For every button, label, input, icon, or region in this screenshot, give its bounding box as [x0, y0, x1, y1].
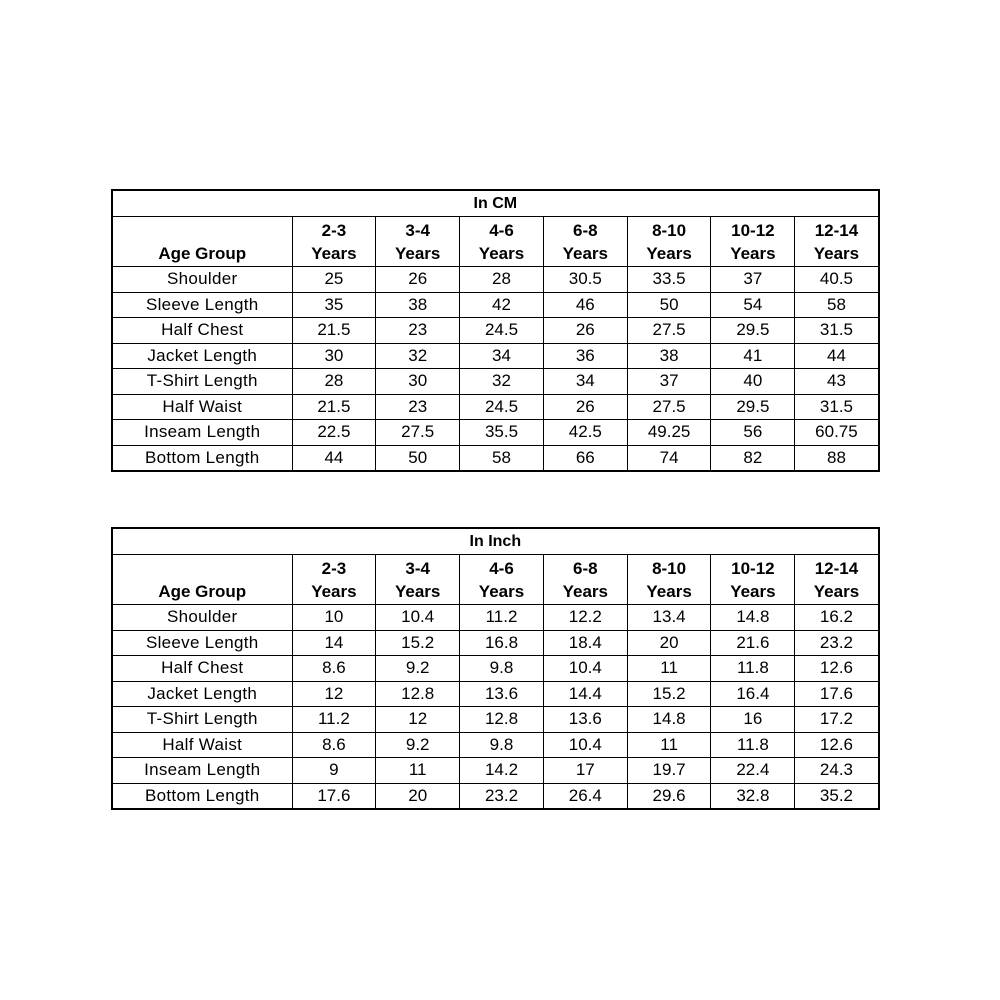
measurement-value: 23.2	[795, 630, 879, 656]
table-row	[112, 630, 879, 656]
measurement-value: 26	[543, 394, 627, 420]
age-unit: Years	[311, 243, 357, 263]
measurement-value: 8.6	[292, 732, 376, 758]
table-row	[112, 707, 879, 733]
age-column-header	[627, 217, 711, 267]
measurement-value: 58	[795, 292, 879, 318]
measurement-value: 12.2	[543, 605, 627, 631]
measurement-value: 30	[292, 343, 376, 369]
measurement-label: Shoulder	[112, 267, 292, 293]
measurement-label: Bottom Length	[112, 783, 292, 809]
measurement-label: Jacket Length	[112, 343, 292, 369]
measurement-value: 29.5	[711, 394, 795, 420]
measurement-value: 88	[795, 445, 879, 471]
measurement-value: 23	[376, 394, 460, 420]
measurement-value: 11.8	[711, 732, 795, 758]
measurement-value: 30	[376, 369, 460, 395]
measurement-value: 49.25	[627, 420, 711, 446]
measurement-label: Bottom Length	[112, 445, 292, 471]
measurement-value: 42.5	[543, 420, 627, 446]
table-row	[112, 343, 879, 369]
measurement-value: 9	[292, 758, 376, 784]
measurement-value: 50	[376, 445, 460, 471]
age-column-header	[376, 555, 460, 605]
age-unit: Years	[646, 581, 692, 601]
measurement-value: 13.4	[627, 605, 711, 631]
age-unit: Years	[813, 243, 860, 263]
measurement-value: 17	[543, 758, 627, 784]
measurement-value: 13.6	[543, 707, 627, 733]
measurement-value: 14.2	[460, 758, 544, 784]
age-range: 10-12	[731, 558, 775, 578]
measurement-value: 27.5	[627, 318, 711, 344]
size-chart-cm-table	[111, 189, 880, 472]
header-row	[112, 217, 879, 267]
measurement-label: Half Chest	[112, 656, 292, 682]
age-column-header	[460, 555, 544, 605]
measurement-value: 21.6	[711, 630, 795, 656]
measurement-value: 9.2	[376, 656, 460, 682]
measurement-value: 14	[292, 630, 376, 656]
measurement-value: 38	[376, 292, 460, 318]
measurement-value: 44	[795, 343, 879, 369]
measurement-value: 15.2	[627, 681, 711, 707]
age-unit: Years	[395, 243, 441, 263]
measurement-value: 50	[627, 292, 711, 318]
measurement-value: 13.6	[460, 681, 544, 707]
table-row	[112, 292, 879, 318]
measurement-value: 36	[543, 343, 627, 369]
measurement-value: 24.5	[460, 394, 544, 420]
measurement-value: 33.5	[627, 267, 711, 293]
measurement-value: 12.8	[460, 707, 544, 733]
measurement-value: 74	[627, 445, 711, 471]
measurement-value: 15.2	[376, 630, 460, 656]
age-range: 6-8	[573, 220, 598, 240]
measurement-value: 31.5	[795, 318, 879, 344]
measurement-value: 26.4	[543, 783, 627, 809]
table-row	[112, 605, 879, 631]
measurement-label: Half Waist	[112, 732, 292, 758]
measurement-label: Sleeve Length	[112, 630, 292, 656]
measurement-value: 44	[292, 445, 376, 471]
age-range: 6-8	[573, 558, 598, 578]
measurement-value: 66	[543, 445, 627, 471]
measurement-value: 37	[711, 267, 795, 293]
age-range: 3-4	[405, 220, 430, 240]
measurement-value: 10.4	[543, 656, 627, 682]
measurement-value: 41	[711, 343, 795, 369]
measurement-value: 20	[376, 783, 460, 809]
measurement-value: 28	[460, 267, 544, 293]
age-group-header: Age Group	[112, 555, 292, 605]
measurement-label: T-Shirt Length	[112, 707, 292, 733]
measurement-label: Shoulder	[112, 605, 292, 631]
age-range: 10-12	[731, 220, 775, 240]
measurement-label: T-Shirt Length	[112, 369, 292, 395]
measurement-value: 38	[627, 343, 711, 369]
measurement-value: 40.5	[795, 267, 879, 293]
age-unit: Years	[478, 243, 525, 263]
measurement-value: 34	[460, 343, 544, 369]
measurement-value: 8.6	[292, 656, 376, 682]
age-column-header	[460, 217, 544, 267]
measurement-value: 9.2	[376, 732, 460, 758]
measurement-value: 22.5	[292, 420, 376, 446]
measurement-value: 14.8	[711, 605, 795, 631]
measurement-value: 26	[543, 318, 627, 344]
measurement-value: 29.5	[711, 318, 795, 344]
age-range: 2-3	[321, 558, 347, 578]
measurement-value: 32.8	[711, 783, 795, 809]
table-row	[112, 681, 879, 707]
measurement-value: 26	[376, 267, 460, 293]
age-range: 12-14	[814, 558, 859, 578]
measurement-value: 12.8	[376, 681, 460, 707]
age-unit: Years	[730, 581, 776, 601]
measurement-value: 29.6	[627, 783, 711, 809]
table-row	[112, 394, 879, 420]
measurement-label: Half Waist	[112, 394, 292, 420]
measurement-value: 16.2	[795, 605, 879, 631]
measurement-value: 43	[795, 369, 879, 395]
measurement-value: 31.5	[795, 394, 879, 420]
header-row	[112, 555, 879, 605]
age-column-header	[711, 555, 795, 605]
measurement-value: 42	[460, 292, 544, 318]
table-row	[112, 732, 879, 758]
measurement-value: 27.5	[376, 420, 460, 446]
measurement-value: 34	[543, 369, 627, 395]
measurement-value: 16.4	[711, 681, 795, 707]
measurement-label: Half Chest	[112, 318, 292, 344]
measurement-value: 24.5	[460, 318, 544, 344]
table-row	[112, 758, 879, 784]
age-unit: Years	[562, 243, 608, 263]
table-row	[112, 318, 879, 344]
measurement-value: 56	[711, 420, 795, 446]
measurement-value: 32	[460, 369, 544, 395]
measurement-value: 22.4	[711, 758, 795, 784]
measurement-value: 35.5	[460, 420, 544, 446]
measurement-value: 60.75	[795, 420, 879, 446]
age-unit: Years	[646, 243, 692, 263]
table-row	[112, 783, 879, 809]
age-unit: Years	[395, 581, 441, 601]
measurement-value: 10.4	[376, 605, 460, 631]
measurement-value: 25	[292, 267, 376, 293]
table-row	[112, 656, 879, 682]
measurement-value: 32	[376, 343, 460, 369]
measurement-value: 11	[376, 758, 460, 784]
measurement-value: 46	[543, 292, 627, 318]
measurement-value: 54	[711, 292, 795, 318]
measurement-value: 10.4	[543, 732, 627, 758]
measurement-value: 23.2	[460, 783, 544, 809]
age-column-header	[292, 217, 376, 267]
measurement-value: 16.8	[460, 630, 544, 656]
measurement-value: 30.5	[543, 267, 627, 293]
measurement-value: 17.2	[795, 707, 879, 733]
measurement-label: Inseam Length	[112, 420, 292, 446]
age-range: 4-6	[489, 558, 514, 578]
measurement-value: 12.6	[795, 732, 879, 758]
measurement-value: 12	[292, 681, 376, 707]
measurement-value: 11.8	[711, 656, 795, 682]
table-row	[112, 420, 879, 446]
age-column-header	[376, 217, 460, 267]
age-unit: Years	[311, 581, 357, 601]
measurement-value: 14.8	[627, 707, 711, 733]
age-column-header	[543, 217, 627, 267]
measurement-value: 19.7	[627, 758, 711, 784]
age-column-header	[711, 217, 795, 267]
table-row	[112, 369, 879, 395]
measurement-value: 24.3	[795, 758, 879, 784]
size-chart-inch-table	[111, 527, 880, 810]
age-column-header	[292, 555, 376, 605]
measurement-value: 40	[711, 369, 795, 395]
measurement-value: 21.5	[292, 318, 376, 344]
table-title: In CM	[112, 190, 879, 217]
age-range: 12-14	[814, 220, 859, 240]
measurement-value: 9.8	[460, 656, 544, 682]
measurement-value: 28	[292, 369, 376, 395]
measurement-value: 10	[292, 605, 376, 631]
measurement-label: Jacket Length	[112, 681, 292, 707]
measurement-value: 17.6	[292, 783, 376, 809]
age-unit: Years	[813, 581, 860, 601]
measurement-value: 16	[711, 707, 795, 733]
measurement-value: 14.4	[543, 681, 627, 707]
measurement-value: 35.2	[795, 783, 879, 809]
measurement-value: 9.8	[460, 732, 544, 758]
table-row	[112, 445, 879, 471]
age-range: 8-10	[652, 220, 687, 240]
age-range: 4-6	[489, 220, 514, 240]
measurement-value: 21.5	[292, 394, 376, 420]
age-unit: Years	[478, 581, 525, 601]
age-range: 3-4	[405, 558, 430, 578]
measurement-value: 82	[711, 445, 795, 471]
age-range: 2-3	[321, 220, 347, 240]
measurement-value: 12	[376, 707, 460, 733]
measurement-label: Inseam Length	[112, 758, 292, 784]
measurement-value: 37	[627, 369, 711, 395]
measurement-value: 18.4	[543, 630, 627, 656]
measurement-value: 20	[627, 630, 711, 656]
measurement-value: 23	[376, 318, 460, 344]
measurement-value: 11.2	[292, 707, 376, 733]
age-column-header	[543, 555, 627, 605]
age-group-header: Age Group	[112, 217, 292, 267]
table-title: In Inch	[112, 528, 879, 555]
table-row	[112, 267, 879, 293]
measurement-value: 11.2	[460, 605, 544, 631]
age-range: 8-10	[652, 558, 687, 578]
age-column-header	[795, 555, 879, 605]
measurement-value: 12.6	[795, 656, 879, 682]
measurement-value: 11	[627, 732, 711, 758]
age-unit: Years	[730, 243, 776, 263]
measurement-label: Sleeve Length	[112, 292, 292, 318]
measurement-value: 11	[627, 656, 711, 682]
measurement-value: 35	[292, 292, 376, 318]
measurement-value: 17.6	[795, 681, 879, 707]
age-column-header	[627, 555, 711, 605]
measurement-value: 27.5	[627, 394, 711, 420]
age-column-header	[795, 217, 879, 267]
measurement-value: 58	[460, 445, 544, 471]
age-unit: Years	[562, 581, 608, 601]
